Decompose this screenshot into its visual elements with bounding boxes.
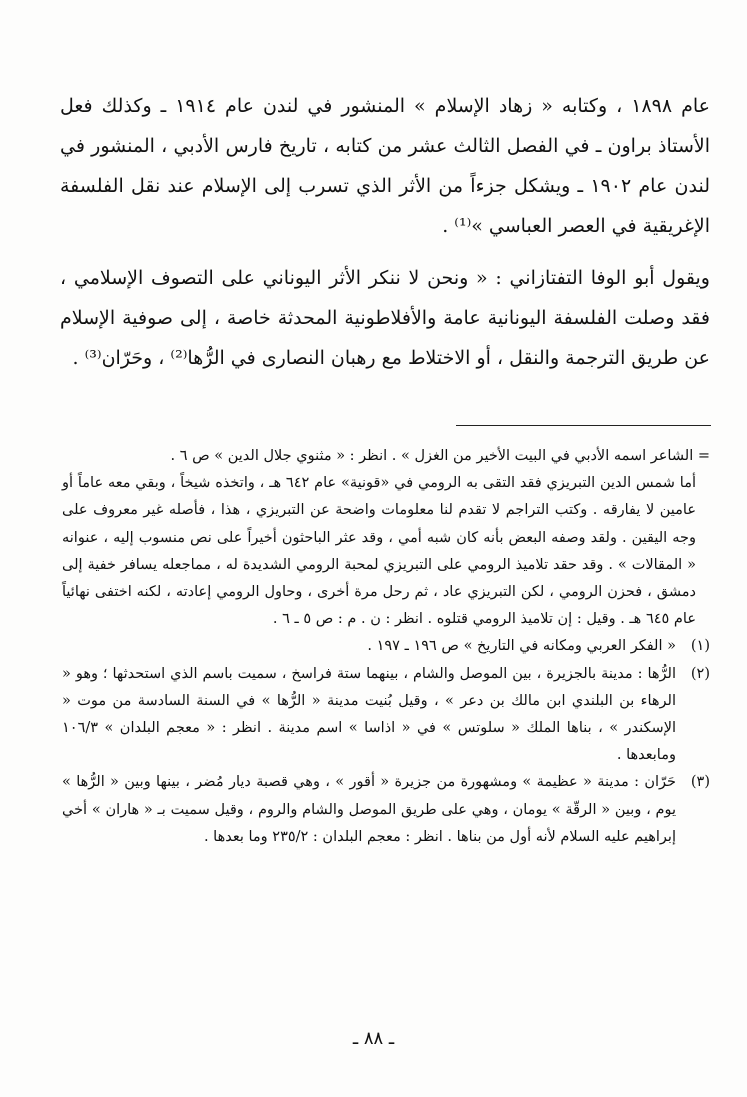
footnote-item — [62, 661, 710, 770]
footnote-number: (٢) — [690, 665, 710, 682]
page-number: ـ ٨٨ ـ — [352, 1028, 395, 1049]
paragraph: ويقول أبو الوفا التفتازاني : « ونحن لا ننكر الأثر اليوناني على التصوف الإسلامي ، فقد وصلت الفلسفة اليونانية عامة والأفلاطونية المحدثة خاصة ، إلى صوفية الإسلام عن طريق الترجمة والنقل ، أو الاختلاط مع رهبان النصارى في الرُّها⁽²⁾ ، وحَرّان⁽³⁾ . — [60, 267, 710, 369]
footnote-text: الرُّها : مدينة بالجزيرة ، بين الموصل والشام ، بينهما ستة فراسخ ، سميت باسم الذي استحدثها ؛ وهو « الرهاء بن البلندي ابن مالك بن دعر » ، وقيل بُنيت مدينة « الرُّها » في السنة السادسة من موت « الإسكندر » ، بناها الملك « سلوتس » في « اذاسا » اسم مدينة . انظر : « معجم البلدان » ١٠٦/٣ ومابعدها . — [62, 665, 676, 764]
footnote-continuation: أما شمس الدين التبريزي فقد التقى به الرومي في «قونية» عام ٦٤٢ هـ ، واتخذه شيخاً ، وبقي معه عاماً أو عامين لا يفارقه . وكتب التراجم لا تقدم لنا معلومات واضحة عن التبريزي ، هذا ، فأصله غير معروف على وجه اليقين . ولقد وصفه البعض بأنه كان شبه أمي ، وقد عثر الباحثون أخيراً على نص منسوب إليه ، عنوانه « المقالات » . وقد حقد تلاميذ الرومي على التبريزي لمحبة الرومي الشديدة له ، مماجعله يسافر خفية إلى دمشق ، فحزن الرومي ، لكن التبريزي عاد ، ثم رحل مرة أخرى ، وحاول الرومي إعادته ، لكنه اختفى نهائياً عام ٦٤٥ هـ . وقيل : إن تلاميذ الرومي قتلوه . انظر : ن . م : ص ٥ ـ ٦ . — [62, 475, 696, 628]
paragraph: عام ١٨٩٨ ، وكتابه « زهاد الإسلام » المنشور في لندن عام ١٩١٤ ـ وكذلك فعل الأستاذ براون ـ في الفصل الثالث عشر من كتابه ، تاريخ فارس الأدبي ، المنشور في لندن عام ١٩٠٢ ـ ويشكل جزءاً من الأثر الذي تسرب إلى الإسلام عند نقل الفلسفة الإغريقية في العصر العباسي »⁽¹⁾ . — [60, 95, 710, 237]
main-text — [60, 86, 710, 378]
footnote-continuation: = الشاعر اسمه الأدبي في البيت الأخير من الغزل » . انظر : « مثنوي جلال الدين » ص ٦ . — [170, 448, 710, 464]
footnote-separator — [456, 425, 711, 426]
footnote-item — [62, 633, 710, 660]
footnote-text: حَرّان : مدينة « عظيمة » ومشهورة من جزيرة « أقور » ، وهي قصبة ديار مُضر ، بينها وبين « الرُّها » يوم ، وبين « الرقّة » يومان ، وهي على طريق الموصل والشام والروم ، وقيل سميت بـ « هاران » أخي إبراهيم عليه السلام لأنه أول من بناها . انظر : معجم البلدان : ٢٣٥/٢ وما بعدها . — [62, 774, 676, 845]
footnote-text: « الفكر العربي ومكانه في التاريخ » ص ١٩٦ ـ ١٩٧ . — [367, 638, 676, 655]
footnote-number: (١) — [690, 638, 710, 655]
footnote-number: (٣) — [690, 774, 710, 791]
footnotes-section — [62, 443, 710, 851]
footnote-item — [62, 769, 710, 851]
